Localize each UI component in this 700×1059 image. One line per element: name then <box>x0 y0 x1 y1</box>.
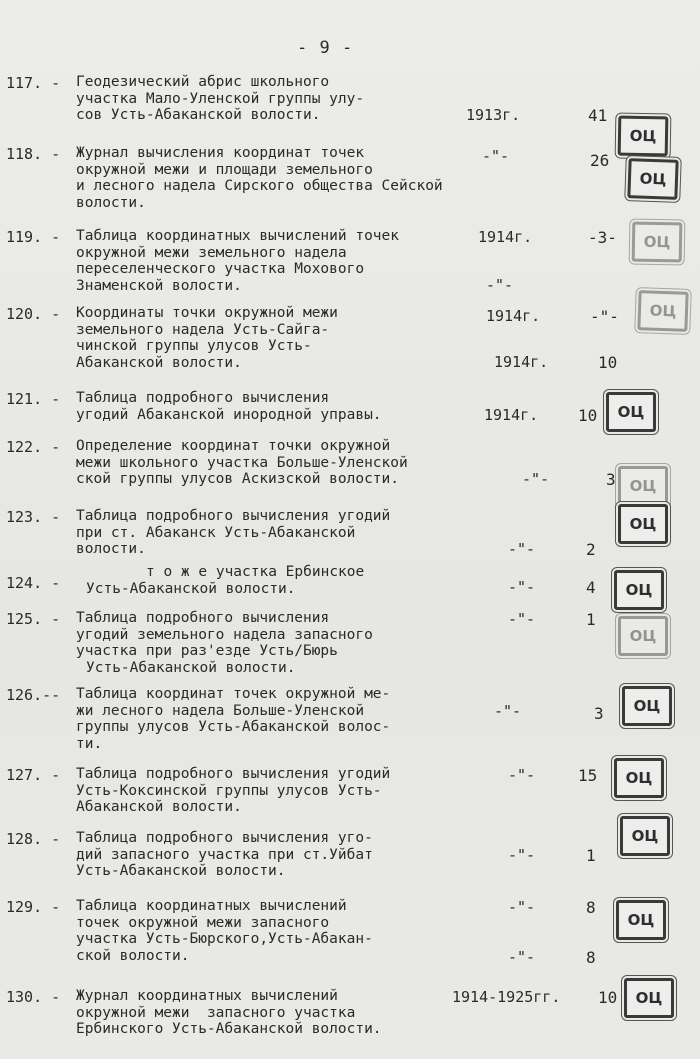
entry-sheet-count: 15 <box>578 766 598 785</box>
entry-title-line: чинской группы улусов Усть- <box>76 338 312 354</box>
entry-sheet-count: -3- <box>588 228 617 247</box>
entry-title-line: Координаты точки окружной межи <box>76 305 338 321</box>
entry-title-line: Журнал вычисления координат точек <box>76 145 365 161</box>
entry-number: 120. - <box>6 305 61 323</box>
entry-sheet-count: 1 <box>586 610 596 629</box>
entry-title-line: Таблица координат точек окружной ме- <box>76 686 391 702</box>
entry-title <box>76 898 373 964</box>
entry-title-line: сов Усть-Абаканской волости. <box>76 107 321 123</box>
entry-title-line: точек окружной межи запасного <box>76 914 330 931</box>
entry-title <box>76 438 408 488</box>
entry-title <box>76 390 382 423</box>
entry-title-line: дий запасного участка при ст.Уйбат <box>76 846 373 863</box>
entry-sheet-count: 2 <box>586 540 596 559</box>
entry-title <box>76 610 373 676</box>
entry-number: 127. - <box>6 766 61 784</box>
entry-title <box>86 564 364 597</box>
oc-stamp: ОЦ <box>620 816 670 856</box>
entry-title-line: Знаменской волости. <box>76 277 242 294</box>
entry-date: -"- <box>508 846 536 864</box>
entry-number: 122. - <box>6 438 61 456</box>
oc-stamp: ОЦ <box>606 392 656 432</box>
entry-sheet-count: 4 <box>586 578 596 597</box>
entry-title <box>76 766 390 816</box>
entry-title-line: угодий Абаканской инородной управы. <box>76 406 382 423</box>
oc-stamp: ОЦ <box>627 158 678 200</box>
entry-title-line: ской волости. <box>76 947 190 964</box>
page-number: - 9 - <box>297 38 354 58</box>
entry-date: -"- <box>508 540 536 558</box>
entry-date: -"- <box>508 766 536 784</box>
entry-date: 1914г. <box>484 406 539 424</box>
entry-title-line: т о ж е участка Ербинское <box>146 564 365 580</box>
entry-title-line: Абаканской волости. <box>76 799 242 815</box>
entry-title <box>76 988 382 1038</box>
oc-stamp: ОЦ <box>618 466 668 506</box>
entry-title <box>76 305 338 371</box>
entry-sheet-count: -"- <box>590 307 619 326</box>
entry-title-line: группы улусов Усть-Абаканской волос- <box>76 719 391 735</box>
entry-sheet-count: 26 <box>590 151 610 170</box>
entry-sheet-count: 3 <box>594 704 604 723</box>
entry-date: -"- <box>508 578 536 596</box>
entry-title <box>76 228 399 294</box>
entry-number: 119. - <box>6 228 61 246</box>
oc-stamp: ОЦ <box>618 116 669 157</box>
entry-title-line: Таблица подробного вычисления угодий <box>76 508 391 524</box>
entry-title-line: окружной межи запасного участка <box>76 1004 356 1021</box>
entry-date: -"- <box>494 702 522 720</box>
entry-title <box>76 74 364 124</box>
oc-stamp: ОЦ <box>624 978 674 1018</box>
entry-number: 129. - <box>6 898 61 916</box>
entry-sheet-count: 8 <box>586 898 596 917</box>
entry-number: 123. - <box>6 508 61 526</box>
entry-sheet-count-second: 8 <box>586 948 596 967</box>
entry-number: 124. - <box>6 574 61 592</box>
entry-title-line: Таблица координатных вычислений <box>76 898 347 914</box>
entry-title-line: при ст. Абаканск Усть-Абаканской <box>76 524 356 541</box>
entry-title <box>76 145 443 211</box>
entry-title <box>76 508 390 558</box>
entry-date: 1913г. <box>466 106 521 124</box>
entry-title-line: и лесного надела Сирского общества Сейской <box>76 178 443 194</box>
entry-title-line: земельного надела Усть-Сайга- <box>76 321 330 338</box>
entry-sheet-count-second: 10 <box>598 353 618 372</box>
oc-stamp: ОЦ <box>614 570 664 610</box>
entry-date: 1914г. <box>486 307 541 325</box>
entry-number: 121. - <box>6 390 61 408</box>
entry-date: -"- <box>482 147 510 165</box>
entry-sheet-count: 1 <box>586 846 596 865</box>
entry-title-line: окружной межи и площади земельного <box>76 161 373 178</box>
entry-date-ditto: -"- <box>486 276 514 294</box>
entry-title-line: ской группы улусов Аскизской волости. <box>76 471 400 487</box>
entry-date: 1914-1925гг. <box>452 988 561 1006</box>
entry-date: -"- <box>508 610 536 628</box>
entry-title-line: ти. <box>76 735 103 752</box>
entry-sheet-count: 10 <box>578 406 598 425</box>
oc-stamp: ОЦ <box>618 616 668 656</box>
entry-number: 117. - <box>6 74 61 92</box>
entry-title-line: участка Мало-Уленской группы улу- <box>76 90 365 107</box>
entry-title-line: Ербинского Усть-Абаканской волости. <box>76 1021 382 1037</box>
entry-title-line: Таблица координатных вычислений точек <box>76 228 400 244</box>
entry-number: 118. - <box>6 145 61 163</box>
entry-title-line: Геодезический абрис школьного <box>76 74 330 90</box>
entry-sheet-count: 41 <box>588 106 608 125</box>
entry-date-second: 1914г. <box>494 353 549 371</box>
oc-stamp: ОЦ <box>637 290 688 332</box>
entry-title-line: угодий земельного надела запасного <box>76 626 373 643</box>
entry-title-line: жи лесного надела Больше-Уленской <box>76 702 365 719</box>
entry-number: 130. - <box>6 988 61 1006</box>
entry-title <box>76 686 390 752</box>
entry-title-line: Абаканской волости. <box>76 354 242 371</box>
entry-title-line: волости. <box>76 194 146 211</box>
entry-title-line: волости. <box>76 541 146 557</box>
entry-title-line: межи школьного участка Больше-Уленской <box>76 454 408 471</box>
oc-stamp: ОЦ <box>622 686 672 726</box>
entry-title-line: участка Усть-Бюрского,Усть-Абакан- <box>76 931 373 947</box>
entry-title-line: окружной межи земельного надела <box>76 244 347 261</box>
entry-title-line: Журнал координатных вычислений <box>76 988 338 1004</box>
entry-date: -"- <box>522 470 550 488</box>
entry-title-line: Таблица подробного вычисления угодий <box>76 766 391 782</box>
entry-date: 1914г. <box>478 228 533 246</box>
entry-title-line: Усть-Абаканской волости. <box>86 659 296 676</box>
entry-title-line: Определение координат точки окружной <box>76 438 391 454</box>
entry-title-line: переселенческого участка Мохового <box>76 261 365 277</box>
entry-date: -"- <box>508 898 536 916</box>
entry-number: 125. - <box>6 610 61 628</box>
entry-title-line: Таблица подробного вычисления уго- <box>76 830 373 846</box>
entry-date-ditto: -"- <box>508 948 536 966</box>
entry-title-line: Таблица подробного вычисления <box>76 610 330 626</box>
entry-sheet-count: 10 <box>598 988 618 1007</box>
entry-number: 128. - <box>6 830 61 848</box>
oc-stamp: ОЦ <box>632 222 683 263</box>
entry-title-line: Усть-Коксинской группы улусов Усть- <box>76 782 382 799</box>
entry-sheet-count: 3 <box>606 470 616 489</box>
oc-stamp: ОЦ <box>616 900 666 940</box>
entry-title-line: Усть-Абаканской волости. <box>86 580 296 597</box>
oc-stamp: ОЦ <box>614 758 664 798</box>
entry-title <box>76 830 373 880</box>
oc-stamp: ОЦ <box>618 504 668 544</box>
entry-title-line: Усть-Абаканской волости. <box>76 863 286 879</box>
entry-title-line: участка при раз'езде Усть/Бюрь <box>76 643 338 659</box>
entry-title-line: Таблица подробного вычисления <box>76 390 330 406</box>
entry-number: 126.-- <box>6 686 61 704</box>
